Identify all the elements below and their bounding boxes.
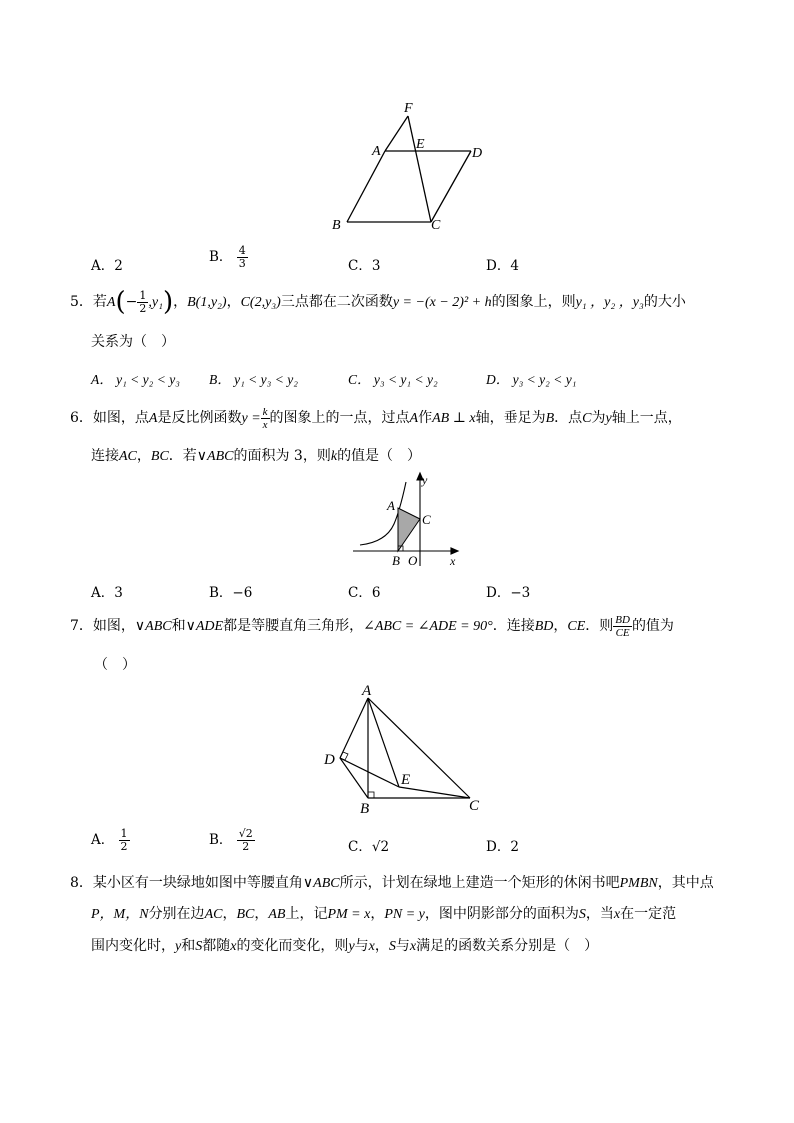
q5-stem-line1: 5．若A(− $\frac{1}{2}$ ,y₁)，B(1,y₂)，C(2,y₃)三点都在二次函数y = −(x − 2)² + h的图象上，则y₁ ，y₂ ，y₃的大小 [70,287,686,317]
q5-frac-half: $\frac{1}{2}$ [139,288,147,315]
label-f: F [404,101,413,116]
q4-option-c[interactable]: C．3 [348,258,381,274]
q8-stem-line2: P，M，N分别在边AC，BC，AB上，记PM = x，PN = y，图中阴影部分的面积为S，当x在一定范 [91,906,677,922]
right-angle-mark-b [368,792,374,798]
figure-parallelogram [325,98,495,236]
label-d: D [472,146,483,161]
label-c: C [469,798,480,814]
segment-ad [340,698,368,758]
label-y: y [422,473,428,487]
q6-option-a[interactable]: A．3 [91,585,123,601]
shaded-triangle-abc [398,508,420,551]
segment-fc [408,116,431,222]
q7-frac-bd-ce: $\frac{BD}{CE}$ [615,613,630,639]
label-o: O [408,553,418,568]
q8-stem-line3: 围内变化时，y和S都随x的变化而变化，则y与x，S与x满足的函数关系分别是（ ） [91,938,599,954]
q7-option-b-label: B． [209,832,233,848]
segment-ac [368,698,470,798]
q4-option-b-fraction: $\frac{4}{3}$ [238,244,246,270]
label-c: C [431,218,441,233]
q6-option-d[interactable]: D．−3 [486,585,531,601]
segment-dc [431,151,471,222]
q5-option-b[interactable]: B． y₁ < y₃ < y₂ [209,372,298,387]
label-e: E [401,772,411,788]
q5-option-d[interactable]: D． y₃ < y₂ < y₁ [486,372,577,387]
q4-option-b[interactable] [209,245,248,270]
q6-stem-line2: 连接AC，BC．若∨ABC的面积为 3，则k的值是（ ） [91,448,422,464]
figure-inverse-function [348,470,463,570]
label-a: A [372,144,381,159]
q7-option-b[interactable] [209,828,255,853]
q7-option-b-fraction: $\frac{√2}{2}$ [238,827,253,853]
label-x: x [450,554,456,568]
label-e: E [416,137,425,152]
q4-option-a[interactable]: A．2 [91,258,123,274]
segment-fa [385,116,408,151]
q8-stem-line1: 8．某小区有一块绿地如图中等腰直角∨ABC所示，计划在绿地上建造一个矩形的休闲书吧PMBN，其中点 [70,875,714,891]
q7-option-c[interactable] [348,835,389,855]
label-a: A [362,683,372,699]
label-b: B [392,553,400,568]
label-b: B [332,218,341,233]
q5-option-a[interactable]: A． y₁ < y₂ < y₃ [91,372,180,387]
q5-option-c[interactable]: C． y₃ < y₁ < y₂ [348,372,438,387]
q7-option-d[interactable]: D．2 [486,839,519,855]
q6-option-b[interactable]: B．−6 [209,585,253,601]
right-angle-mark-d [340,752,348,760]
label-d: D [324,752,335,768]
q4-option-d[interactable]: D．4 [486,258,519,274]
q7-option-a-fraction: $\frac{1}{2}$ [120,827,128,853]
q7-option-c-label: C． [348,839,372,855]
segment-ab [347,151,385,222]
segment-ec [399,787,470,798]
q5-stem-line2: 关系为（ ） [91,334,175,350]
segment-db [340,758,368,798]
q7-option-a-label: A． [91,832,115,848]
q4-option-b-label: B． [209,249,233,265]
label-a: A [387,498,395,513]
q6-frac-k-x: $\frac{k}{x}$ [262,405,268,431]
label-c: C [422,512,431,527]
q7-option-a[interactable] [91,828,130,853]
label-b: B [360,801,370,815]
q6-option-c[interactable]: C．6 [348,585,381,601]
figure-isosceles-right-triangles [320,680,490,815]
q7-stem-line2: （ ） [94,657,136,673]
q6-stem-line1: 6．如图，点A是反比例函数y = $\frac{k}{x}$ 的图象上的一点，过点A作AB ⊥ x轴，垂足为B．点C为y轴上一点， [70,405,682,431]
q7-option-c-value: √2 [371,839,390,855]
q7-stem-line1: 7．如图，∨ABC和∨ADE都是等腰直角三角形，∠ABC = ∠ADE = 90°．连接BD，CE．则 $\frac{BD}{CE}$ 的值为 [70,613,674,639]
